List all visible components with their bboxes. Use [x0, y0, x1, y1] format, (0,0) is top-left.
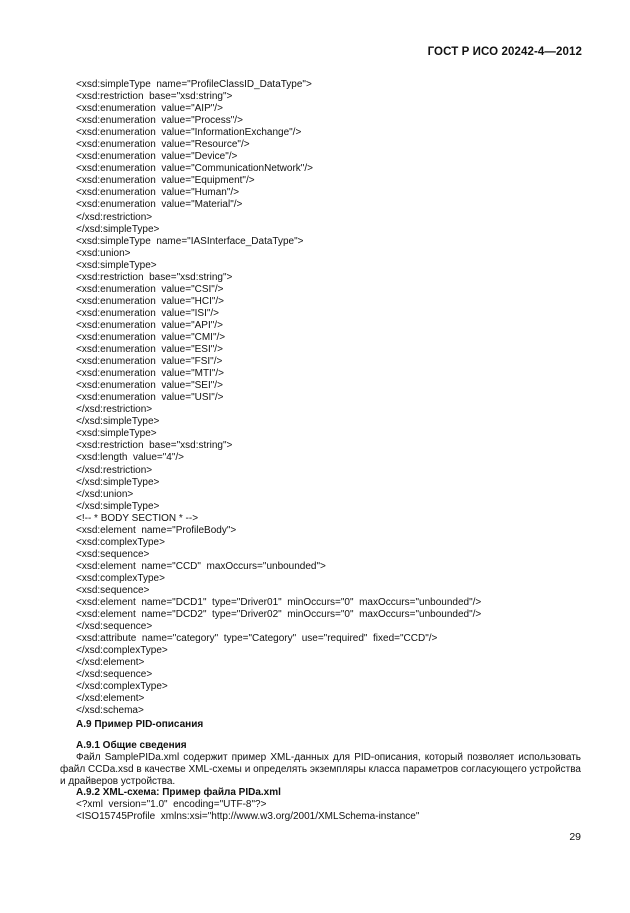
code-line: <xsd:enumeration value="InformationExchange"/> — [76, 127, 302, 139]
code-line: <xsd:sequence> — [76, 548, 150, 560]
subsection-title: XML-схема: Пример файла PIDa.xml — [102, 787, 281, 798]
code-line: </xsd:element> — [76, 693, 145, 705]
code-line: <xsd:simpleType> — [76, 259, 157, 271]
code-line: </xsd:restriction> — [76, 404, 153, 416]
code-line: </xsd:element> — [76, 657, 145, 669]
code-line: </xsd:simpleType> — [76, 476, 160, 488]
body-paragraph: Файл SamplePIDa.xml содержит пример XML-данных для PID-описания, который позволяет использовать файл CCDa.xsd в качестве XML-схемы и определять экземпляры класса параметров согласующего устройства и драйверов устройства. — [60, 752, 581, 787]
code-line: <xsd:enumeration value="CMI"/> — [76, 331, 226, 343]
code-line: <xsd:enumeration value="Material"/> — [76, 199, 243, 211]
code-line: <xsd:restriction base="xsd:string"> — [76, 91, 233, 103]
code-line: <xsd:element name="CCD" maxOccurs="unbounded"> — [76, 560, 326, 572]
code-line: <xsd:enumeration value="MTI"/> — [76, 368, 225, 380]
code-line: </xsd:simpleType> — [76, 416, 160, 428]
code-line: <xsd:enumeration value="Equipment"/> — [76, 175, 255, 187]
code-line: <xsd:enumeration value="ESI"/> — [76, 344, 223, 356]
subsection-heading-a91: A.9.1 Общие сведения — [76, 740, 187, 751]
code-line: </xsd:complexType> — [76, 645, 168, 657]
standard-header: ГОСТ Р ИСО 20242-4—2012 — [427, 46, 582, 58]
code-line: <xsd:simpleType name="IASInterface_DataType"> — [76, 235, 304, 247]
code-line: </xsd:sequence> — [76, 669, 153, 681]
code-line: <xsd:restriction base="xsd:string"> — [76, 271, 233, 283]
code-line: </xsd:schema> — [76, 705, 144, 717]
code-line: <!-- * BODY SECTION * --> — [76, 512, 199, 524]
code-line: <xsd:enumeration value="Human"/> — [76, 187, 240, 199]
code-line: <xsd:element name="DCD2" type="Driver02" minOccurs="0" maxOccurs="unbounded"/> — [76, 609, 482, 621]
xsd-code-block — [76, 79, 596, 717]
code-line: </xsd:simpleType> — [76, 500, 160, 512]
code-line: </xsd:complexType> — [76, 681, 168, 693]
code-line: <xsd:length value="4"/> — [76, 452, 185, 464]
code-line: <xsd:enumeration value="SEI"/> — [76, 380, 223, 392]
code-line: </xsd:union> — [76, 488, 134, 500]
code-line: <xsd:simpleType> — [76, 428, 157, 440]
code-line: <xsd:complexType> — [76, 536, 165, 548]
code-line: <ISO15745Profile xmlns:xsi="http://www.w3.org/2001/XMLSchema-instance" — [76, 811, 420, 823]
code-line: <xsd:union> — [76, 247, 131, 259]
code-line: <xsd:attribute name="category" type="Category" use="required" fixed="CCD"/> — [76, 633, 438, 645]
code-line: <xsd:enumeration value="CSI"/> — [76, 283, 224, 295]
code-line: </xsd:sequence> — [76, 621, 153, 633]
code-line: <xsd:sequence> — [76, 584, 150, 596]
subsection-heading-a92 — [76, 787, 281, 798]
code-line: <xsd:enumeration value="ISI"/> — [76, 307, 220, 319]
code-line: <xsd:element name="DCD1" type="Driver01" minOccurs="0" maxOccurs="unbounded"/> — [76, 597, 482, 609]
code-line: <xsd:enumeration value="Process"/> — [76, 115, 243, 127]
code-line: <xsd:restriction base="xsd:string"> — [76, 440, 233, 452]
code-line: <xsd:enumeration value="USI"/> — [76, 392, 224, 404]
code-line: <xsd:enumeration value="Device"/> — [76, 151, 238, 163]
subsection-number: A.9.2 — [76, 787, 100, 798]
code-line: </xsd:restriction> — [76, 211, 153, 223]
code-line: <xsd:complexType> — [76, 572, 165, 584]
code-line: <xsd:simpleType name="ProfileClassID_DataType"> — [76, 79, 312, 90]
code-line: <xsd:enumeration value="API"/> — [76, 319, 223, 331]
code-line: </xsd:restriction> — [76, 464, 153, 476]
code-line: <xsd:element name="ProfileBody"> — [76, 524, 237, 536]
page-number: 29 — [569, 831, 581, 843]
section-heading-a9: A.9 Пример PID-описания — [76, 719, 204, 730]
code-line: <?xml version="1.0" encoding="UTF-8"?> — [76, 799, 267, 810]
code-line: <xsd:enumeration value="HCI"/> — [76, 295, 225, 307]
code-line: </xsd:simpleType> — [76, 223, 160, 235]
code-line: <xsd:enumeration value="CommunicationNetwork"/> — [76, 163, 313, 175]
code-line: <xsd:enumeration value="FSI"/> — [76, 356, 223, 368]
code-line: <xsd:enumeration value="AIP"/> — [76, 103, 223, 115]
xml-code-block — [76, 799, 419, 823]
code-line: <xsd:enumeration value="Resource"/> — [76, 139, 250, 151]
